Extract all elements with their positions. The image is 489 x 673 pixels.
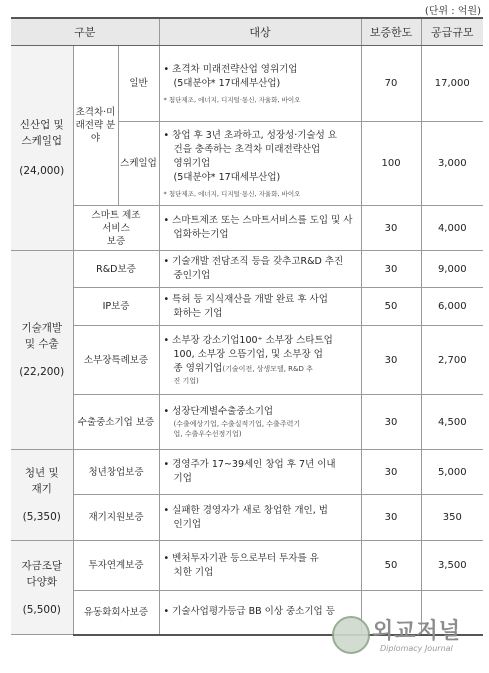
row-label: 소부장특례보증 [73,326,159,395]
row-limit: 30 [361,495,421,541]
watermark-subtitle: Diplomacy Journal [380,644,453,653]
header-category: 구분 [11,18,159,46]
row-limit: 30 [361,395,421,450]
table-row [11,288,483,326]
row-supply: 6,000 [421,288,483,326]
row-limit: 30 [361,450,421,495]
header-supply: 공급규모 [421,18,483,46]
table-row [11,541,483,591]
globe-emblem-icon [332,616,370,654]
group-cell-funding: 자금조달 다양화 (5,500) [11,541,73,635]
row-target: • 성장단계별수출중소기업 (수출예상기업, 수출실적기업, 수출주력기 업, 수출우수선정기업) [159,395,361,450]
row-target: • 소부장 강소기업100⁺ 소부장 스타트업 100, 소부장 으뜸기업, 및 소부장 업 종 영위기업(기술이전, 상생모델, R&D 추 진 기업) [159,326,361,395]
row-supply: 4,000 [421,206,483,251]
guarantee-table [11,17,483,636]
row-target: • 창업 후 3년 초과하고, 성장성·기술성 요 건을 충족하는 초격차 미래전략산업 영위기업 (5대분야* 17대세부산업) * 첨단제조, 에너지, 디지털·통신, 자율화, 바이오 [159,122,361,206]
row-supply: 3,000 [421,122,483,206]
row-supply: 9,000 [421,251,483,288]
row-limit: 100 [361,122,421,206]
group-cell-youth-restart: 청년 및 재기 (5,350) [11,450,73,541]
row-target: • 기술개발 전담조직 등을 갖추고R&D 추진 중인기업 [159,251,361,288]
row-limit: 30 [361,206,421,251]
subgroup-cell: 초격차·미래전략 분야 [73,46,118,206]
row-label: 재기지원보증 [73,495,159,541]
row-label: 수출중소기업 보증 [73,395,159,450]
row-label: R&D보증 [73,251,159,288]
row-target: • 스마트제조 또는 스마트서비스를 도입 및 사 업화하는기업 [159,206,361,251]
row-label: 청년창업보증 [73,450,159,495]
row-limit: 30 [361,251,421,288]
row-supply: 5,000 [421,450,483,495]
header-row [11,18,483,46]
row-supply: 2,700 [421,326,483,395]
row-label: 스마트 제조 서비스 보증 [73,206,159,251]
row-supply: 350 [421,495,483,541]
table-row [11,251,483,288]
row-limit: 50 [361,541,421,591]
row-target: • 특허 등 지식재산을 개발 완료 후 사업 화하는 기업 [159,288,361,326]
row-supply: 4,500 [421,395,483,450]
row-target: • 초격차 미래전략산업 영위기업 (5대분야* 17대세부산업) * 첨단제조, 에너지, 디지털·통신, 자율화, 바이오 [159,46,361,122]
header-target: 대상 [159,18,361,46]
header-limit: 보증한도 [361,18,421,46]
row-supply: 17,000 [421,46,483,122]
group-cell-tech-export: 기술개발 및 수출 (22,200) [11,251,73,450]
row-target: • 기술사업평가등급 BB 이상 중소기업 등 [159,591,361,635]
table-row [11,46,483,122]
row-limit: 30 [361,326,421,395]
table-row [11,206,483,251]
row-target: • 벤처투자기관 등으로부터 투자를 유 치한 기업 [159,541,361,591]
table-row [11,450,483,495]
watermark [332,614,472,664]
row-target: • 경영주가 17~39세인 창업 후 7년 이내 기업 [159,450,361,495]
row-limit: 50 [361,288,421,326]
row-supply: 3,500 [421,541,483,591]
watermark-title: 외교저널 [372,619,462,644]
unit-label: (단위 : 억원) [424,6,481,17]
table-row [11,495,483,541]
row-target: • 실패한 경영자가 새로 창업한 개인, 법 인기업 [159,495,361,541]
table-row [11,326,483,395]
group-cell-new-industry: 신산업 및 스케일업 (24,000) [11,46,73,251]
row-label: 스케일업 [118,122,159,206]
row-limit: 70 [361,46,421,122]
row-label: 투자연계보증 [73,541,159,591]
row-label: 일반 [118,46,159,122]
row-label: 유동화회사보증 [73,591,159,635]
table-row [11,395,483,450]
row-label: IP보증 [73,288,159,326]
